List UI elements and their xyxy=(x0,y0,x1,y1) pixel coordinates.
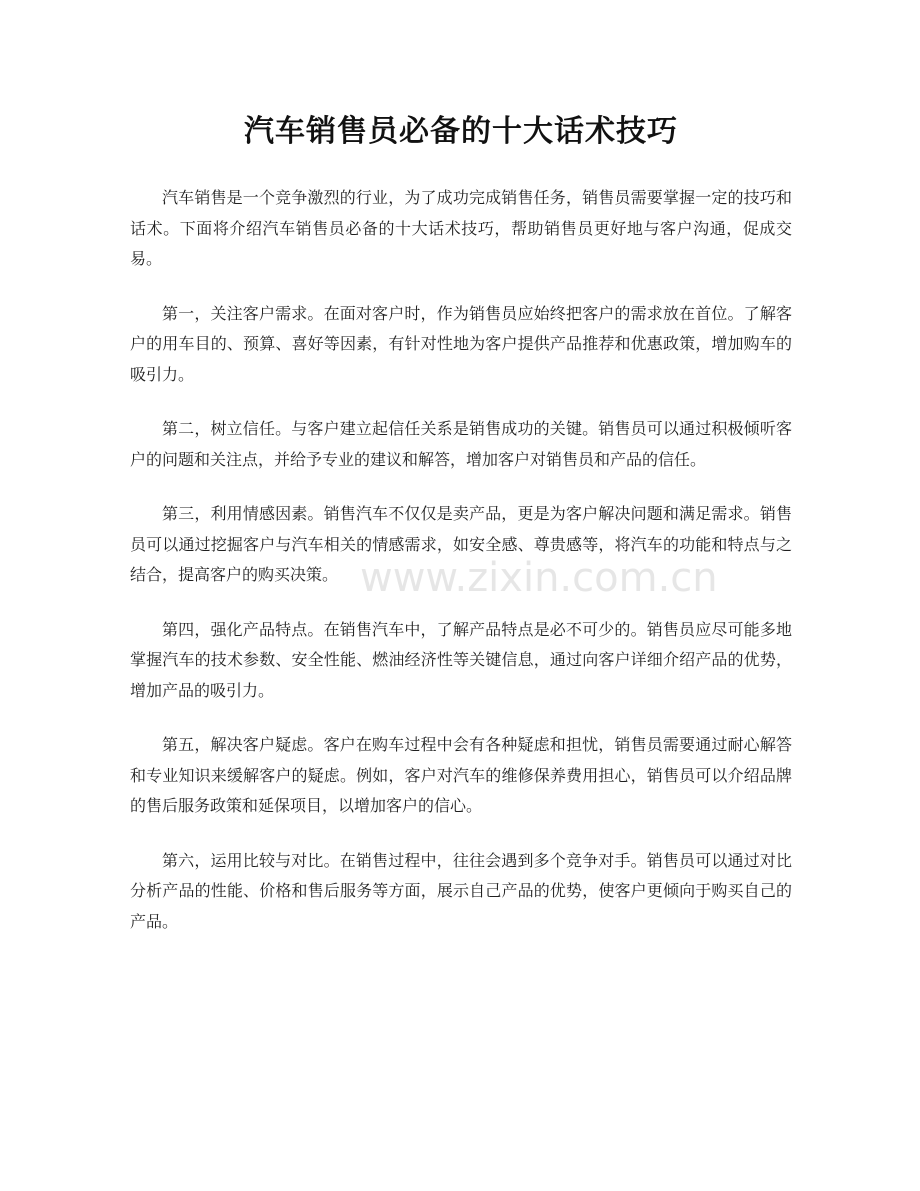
paragraph-second: 第二，树立信任。与客户建立起信任关系是销售成功的关键。销售员可以通过积极倾听客户的问题和关注点，并给予专业的建议和解答，增加客户对销售员和产品的信任。 xyxy=(130,419,792,469)
paragraph-intro: 汽车销售是一个竞争激烈的行业，为了成功完成销售任务，销售员需要掌握一定的技巧和话术。下面将介绍汽车销售员必备的十大话术技巧，帮助销售员更好地与客户沟通，促成交易。 xyxy=(130,188,792,268)
paragraph-first: 第一，关注客户需求。在面对客户时，作为销售员应始终把客户的需求放在首位。了解客户的用车目的、预算、喜好等因素，有针对性地为客户提供产品推荐和优惠政策，增加购车的吸引力。 xyxy=(130,303,792,384)
document-body xyxy=(130,183,792,937)
document-title: 汽车销售员必备的十大话术技巧 xyxy=(244,114,678,149)
paragraph-sixth: 第六，运用比较与对比。在销售过程中，往往会遇到多个竞争对手。销售员可以通过对比分析产品的性能、价格和售后服务等方面，展示自己产品的优势，使客户更倾向于购买自己的产品。 xyxy=(130,850,792,931)
paragraph-third: 第三，利用情感因素。销售汽车不仅仅是卖产品，更是为客户解决问题和满足需求。销售员可以通过挖掘客户与汽车相关的情感需求，如安全感、尊贵感等，将汽车的功能和特点与之结合，提高客户的购买决策。 xyxy=(130,504,792,584)
watermark: www.zixin.com.cn xyxy=(360,555,718,601)
paragraph-fourth: 第四，强化产品特点。在销售汽车中，了解产品特点是必不可少的。销售员应尽可能多地掌握汽车的技术参数、安全性能、燃油经济性等关键信息，通过向客户详细介绍产品的优势，增加产品的吸引力。 xyxy=(130,619,792,700)
paragraph-fifth: 第五，解决客户疑虑。客户在购车过程中会有各种疑虑和担忧，销售员需要通过耐心解答和专业知识来缓解客户的疑虑。例如，客户对汽车的维修保养费用担心，销售员可以介绍品牌的售后服务政策和延保项目，以增加客户的信心。 xyxy=(130,735,792,815)
